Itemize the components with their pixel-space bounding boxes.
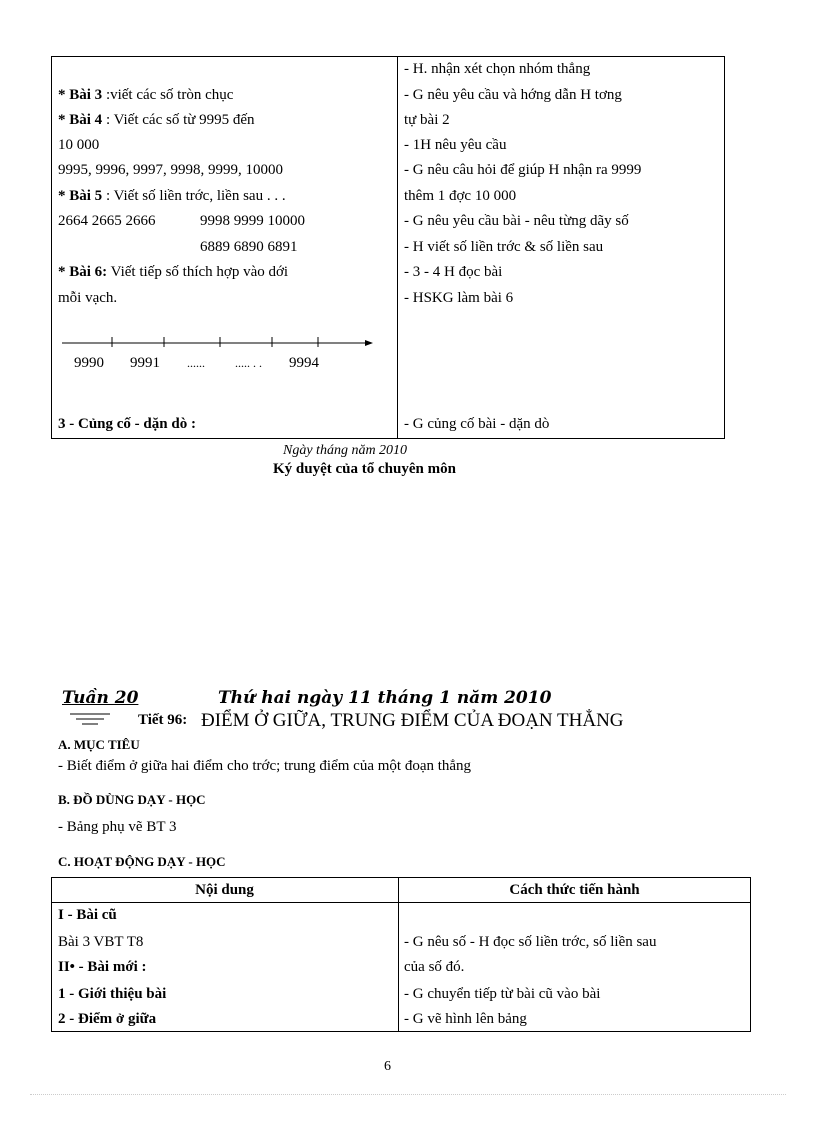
right-line-4: - 1H nêu yêu cầu bbox=[404, 137, 507, 153]
section-c-heading: C. HOẠT ĐỘNG DẠY - HỌC bbox=[58, 854, 226, 869]
bai6-cont: mỗi vạch. bbox=[58, 290, 118, 306]
bai4-line bbox=[58, 111, 255, 129]
bai3-label: * Bài 3 bbox=[58, 87, 103, 103]
method-line-1: - G nêu số - H đọc số liền trớc, số liền sau bbox=[404, 934, 657, 950]
bai4-cont: 10 000 bbox=[58, 137, 100, 153]
numberline-label-5: 9994 bbox=[289, 355, 319, 371]
page-footer-rule bbox=[30, 1094, 786, 1095]
week-heading: Tuần 20 bbox=[62, 688, 139, 708]
header-divider bbox=[52, 902, 750, 903]
bai5-row1b: 9998 9999 10000 bbox=[200, 213, 305, 229]
underline-ornament bbox=[70, 712, 112, 726]
right-line-3: tự bài 2 bbox=[404, 112, 450, 128]
date-line: Ngày tháng năm 2010 bbox=[283, 443, 408, 458]
right-line-1: - H. nhận xét chọn nhóm thẳng bbox=[404, 61, 591, 77]
bai4-label: * Bài 4 bbox=[58, 112, 103, 128]
right-line-2: - G nêu yêu cầu và hớng dẫn H tơng bbox=[404, 87, 622, 103]
right-line-5: - G nêu câu hỏi để giúp H nhận ra 9999 bbox=[404, 162, 642, 178]
bai4-text: : Viết các số từ 9995 đến bbox=[102, 112, 255, 128]
page-number: 6 bbox=[384, 1059, 391, 1074]
row-midpoint: 2 - Điểm ở giữa bbox=[58, 1011, 157, 1027]
bai6-text: Viết tiếp số thích hợp vào dới bbox=[107, 264, 289, 280]
right-line-6: thêm 1 đợc 10 000 bbox=[404, 188, 517, 204]
right-line-10: - HSKG làm bài 6 bbox=[404, 290, 514, 306]
bai5-row1a: 2664 2665 2666 bbox=[58, 213, 156, 229]
method-line-4: - G vẽ hình lên bảng bbox=[404, 1011, 527, 1027]
bai5-text: : Viết số liền trớc, liền sau . . . bbox=[102, 188, 286, 204]
right-line-11: - G củng cố bài - dặn dò bbox=[404, 416, 550, 432]
summary-heading: 3 - Củng cố - dặn dò : bbox=[58, 416, 196, 432]
row-new-lesson: II• - Bài mới : bbox=[58, 959, 147, 975]
column-divider bbox=[397, 57, 398, 438]
approval-line: Ký duyệt của tổ chuyên môn bbox=[273, 461, 456, 477]
bai6-line bbox=[58, 263, 288, 281]
lesson-title: ĐIỂM Ở GIỮA, TRUNG ĐIỂM CỦA ĐOẠN THẲNG bbox=[201, 710, 624, 731]
right-line-9: - 3 - 4 H đọc bài bbox=[404, 264, 503, 280]
section-a-heading: A. MỤC TIÊU bbox=[58, 737, 140, 752]
number-line bbox=[60, 333, 380, 351]
numberline-label-4: ..... . . bbox=[235, 356, 262, 370]
right-line-7: - G nêu yêu cầu bài - nêu từng dãy số bbox=[404, 213, 629, 229]
numberline-label-1: 9990 bbox=[74, 355, 104, 371]
row-exercise: Bài 3 VBT T8 bbox=[58, 934, 144, 950]
section-a-text: - Biết điểm ở giữa hai điểm cho trớc; trung điểm của một đoạn thẳng bbox=[58, 758, 472, 774]
method-line-3: - G chuyển tiếp từ bài cũ vào bài bbox=[404, 986, 601, 1002]
bai3-line bbox=[58, 86, 233, 104]
numberline-label-3: ...... bbox=[187, 356, 205, 370]
section-b-text: - Bảng phụ vẽ BT 3 bbox=[58, 819, 177, 835]
column-divider bbox=[398, 878, 399, 1031]
bai5-label: * Bài 5 bbox=[58, 188, 103, 204]
bai5-line bbox=[58, 187, 286, 205]
bai5-row2: 6889 6890 6891 bbox=[200, 239, 298, 255]
activity-table bbox=[51, 877, 751, 1032]
right-line-8: - H viết số liền trớc & số liền sau bbox=[404, 239, 604, 255]
table-header-method: Cách thức tiến hành bbox=[509, 882, 640, 898]
table-header-content: Nội dung bbox=[195, 882, 254, 898]
period-label: Tiết 96: bbox=[138, 712, 188, 728]
row-old-lesson: I - Bài cũ bbox=[58, 907, 117, 923]
bai4-sequence: 9995, 9996, 9997, 9998, 9999, 10000 bbox=[58, 162, 283, 178]
numberline-label-2: 9991 bbox=[130, 355, 160, 371]
lesson-date: Thứ hai ngày 11 tháng 1 năm 2010 bbox=[218, 688, 552, 708]
bai3-text: :viết các số tròn chục bbox=[102, 87, 234, 103]
row-intro: 1 - Giới thiệu bài bbox=[58, 986, 167, 1002]
section-b-heading: B. ĐỒ DÙNG DẠY - HỌC bbox=[58, 792, 206, 807]
bai6-label: * Bài 6: bbox=[58, 264, 108, 280]
method-line-2: của số đó. bbox=[404, 959, 465, 975]
